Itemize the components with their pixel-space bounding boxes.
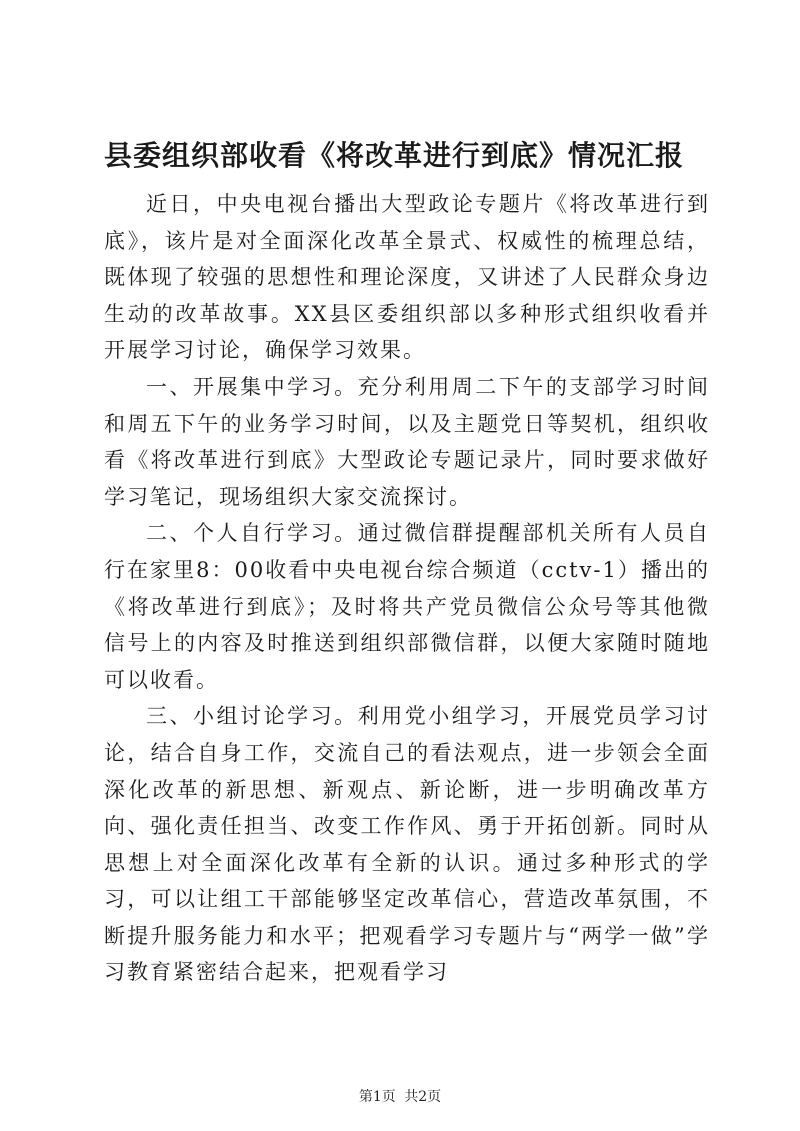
document-body	[104, 186, 710, 991]
document-title: 县委组织部收看《将改革进行到底》情况汇报	[104, 139, 685, 172]
page-footer	[0, 1086, 800, 1106]
paragraph-centralized-study: 一、开展集中学习。充分利用周二下午的支部学习时间和周五下午的业务学习时间，以及主题党日等契机，组织收看《将改革进行到底》大型政论专题记录片，同时要求做好学习笔记，现场组织大家交流探讨。	[104, 374, 710, 509]
paragraph-self-study: 二、个人自行学习。通过微信群提醒部机关所有人员自行在家里8：00收看中央电视台综合频道（cctv-1）播出的《将改革进行到底》；及时将共产党员微信公众号等其他微信号上的内容及时推送到组织部微信群，以便大家随时随地可以收看。	[104, 521, 710, 692]
page-number-total: 共2页	[404, 1089, 442, 1105]
paragraph-intro: 近日，中央电视台播出大型政论专题片《将改革进行到底》，该片是对全面深化改革全景式、权威性的梳理总结，既体现了较强的思想性和理论深度，又讲述了人民群众身边生动的改革故事。XX县区委组织部以多种形式组织收看并开展学习讨论，确保学习效果。	[104, 192, 710, 363]
page-number-current: 第1页	[358, 1089, 396, 1105]
paragraph-group-discussion: 三、小组讨论学习。利用党小组学习，开展党员学习讨论，结合自身工作，交流自己的看法观点，进一步领会全面深化改革的新思想、新观点、新论断，进一步明确改革方向、强化责任担当、改变工作作风、勇于开拓创新。同时从思想上对全面深化改革有全新的认识。通过多种形式的学习，可以让组工干部能够坚定改革信心，营造改革氛围，不断提升服务能力和水平；把观看学习专题片与“两学一做”学习教育紧密结合起来，把观看学习	[104, 704, 710, 985]
